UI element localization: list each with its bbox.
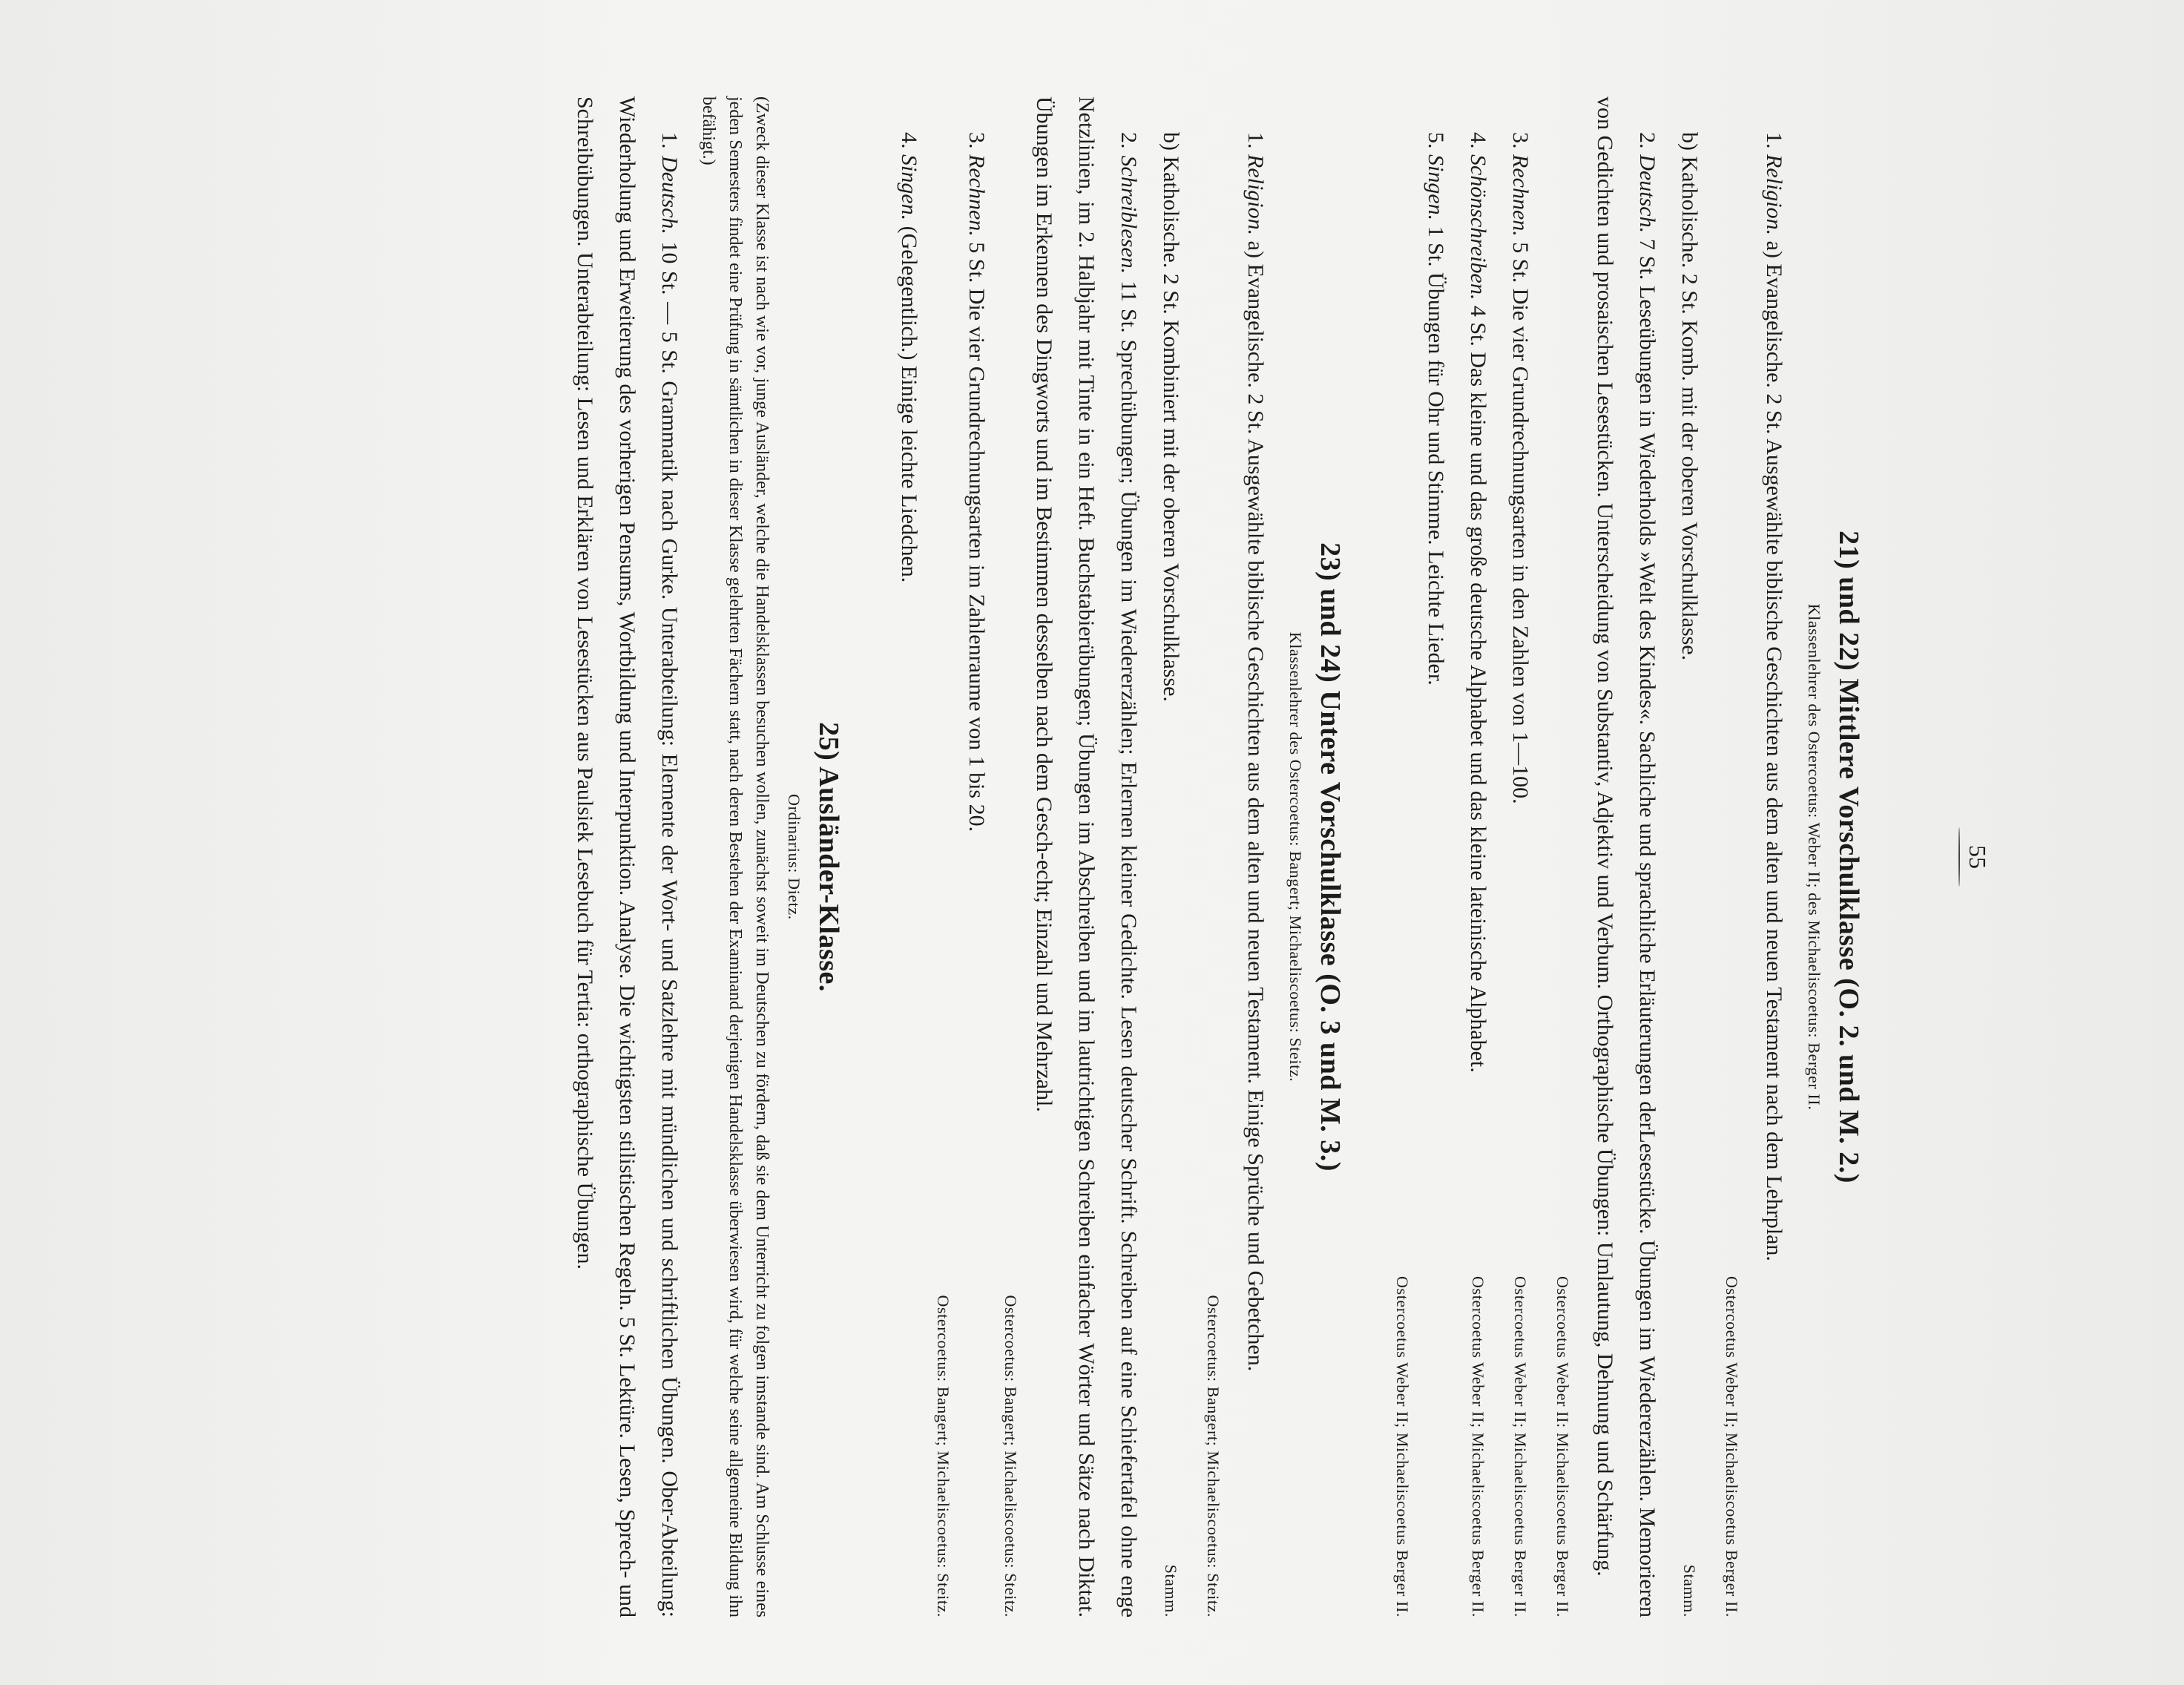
subject-item bbox=[1415, 96, 1457, 1617]
subject-item bbox=[1499, 96, 1542, 1617]
item-text: 1 St. Übungen für Ohr und Stimme. Leichte Lieder. bbox=[1424, 226, 1448, 686]
subject-name: Singen. bbox=[897, 154, 921, 221]
subject-item bbox=[1723, 96, 1795, 1617]
teacher-assignment: Ostercoetus Weber II; Michaeliscoetus Berger II. bbox=[1511, 1276, 1530, 1617]
teacher-assignment: Ostercoetus: Bangert; Michaeliscoetus: Steitz. bbox=[934, 1295, 953, 1617]
class-teachers: Klassenlehrer des Ostercoetus: Bangert; Michaeliscoetus: Steitz. bbox=[1286, 631, 1305, 1083]
subject-item bbox=[1204, 96, 1277, 1617]
teacher-assignment: Ostercoetus Weber II: Michaeliscoetus Berger II. bbox=[1553, 1276, 1572, 1617]
section-title: 21) und 22) Mittlere Vorschulklasse (O. 2. und M. 2.) bbox=[1833, 531, 1864, 1183]
subject-item bbox=[1457, 96, 1499, 1617]
subject-item bbox=[1668, 96, 1711, 1617]
item-text: 11 St. Sprechübungen; Übungen im Wiedererzählen; Erlernen kleiner Gedichte. Lesen deutscher Schrift. Schreiben auf eine Schiefertafel ohne enge Netzlinien, im 2. Halbjahr mit Tinte in ein Heft. Buchstabierübungen; Übungen im Abschreiben und im lautrichtigen Schreiben einfacher Wörter und Sätze nach Diktat. Übungen im Erkennen des Dingworts und im Bestimmen desselben nach dem Gesch-echt; Einzahl und Mehrzahl. bbox=[1032, 96, 1141, 1618]
item-text: 7 St. Leseübungen in Wiederholds »Welt des Kindes«. Sachliche und sprachliche Erläuterungen derLesestücke. Übungen im Wiedererzählen. Memorieren von Gedichten und prosaischen Lesestücken. Unterscheidung von Substantiv, Adjektiv und Verbum. Orthographische Übungen: Umlautung, Dehnung und Schärfung. bbox=[1593, 96, 1660, 1618]
subject-item bbox=[1553, 96, 1668, 1618]
teacher-assignment: Ostercoetus Weber II; Michaeliscoetus Berger II. bbox=[1723, 1276, 1741, 1617]
teacher-assignment: Ostercoetus: Bangert; Michaeliscoetus: Steitz. bbox=[1204, 1295, 1223, 1617]
item-text: 4 St. Das kleine und das große deutsche Alphabet und das kleine lateinische Alphabet. bbox=[1466, 305, 1490, 1073]
item-text: b) Katholische. 2 St. Komb. mit der oberen Vorschulklasse. bbox=[1677, 132, 1702, 661]
item-number: 4. bbox=[897, 132, 921, 149]
subject-item bbox=[1150, 96, 1192, 1617]
subject-name: Schönschreiben. bbox=[1466, 154, 1490, 300]
class-ordinarius: Ordinarius: Dietz. bbox=[785, 794, 803, 920]
teacher-assignment: Stamm. bbox=[1162, 1564, 1180, 1617]
item-text: 5 St. Die vier Grundrechnungsarten im Zahlenraume von 1 bis 20. bbox=[964, 242, 989, 832]
item-number: 2. bbox=[1116, 132, 1141, 149]
item-text: 5 St. Die vier Grundrechnungsarten in den Zahlen von 1—100. bbox=[1508, 242, 1533, 804]
subject-item bbox=[1023, 96, 1150, 1617]
page-number-ornament bbox=[1958, 827, 1960, 887]
subject-item bbox=[564, 96, 691, 1617]
subject-name: Deutsch. bbox=[657, 156, 682, 234]
subject-item bbox=[956, 96, 998, 1617]
subject-name: Singen. bbox=[1424, 154, 1448, 221]
item-number: 1. bbox=[1243, 132, 1268, 149]
item-text: b) Katholische. 2 St. Kombiniert mit der oberen Vorschulklasse. bbox=[1159, 132, 1183, 702]
subject-name: Religion. bbox=[1243, 154, 1268, 236]
section-mittlere-vorschulklasse bbox=[1389, 96, 1869, 1617]
item-text: (Gelegentlich.) Einige leichte Liedchen. bbox=[897, 226, 921, 583]
section-title: 23) und 24) Untere Vorschulklasse (O. 3 und M. 3.) bbox=[1315, 542, 1346, 1172]
item-number: 5. bbox=[1424, 132, 1448, 149]
teacher-assignment: Stamm. bbox=[1680, 1564, 1699, 1617]
item-number: 4. bbox=[1466, 132, 1490, 149]
class-teachers: Klassenlehrer des Ostercoetus: Weber II; des Michaeliscoetus: Berger II. bbox=[1805, 603, 1823, 1111]
section-title: 25) Ausländer-Klasse. bbox=[813, 722, 844, 992]
item-number: 3. bbox=[1508, 132, 1533, 149]
item-number: 2. bbox=[1635, 132, 1660, 149]
item-number: 3. bbox=[964, 132, 989, 149]
item-text: a) Evangelische. 2 St. Ausgewählte biblische Geschichten aus dem alten und neuen Testament nach dem Lehrplan. bbox=[1762, 240, 1786, 1261]
item-number: 1. bbox=[1762, 132, 1786, 149]
teacher-assignment: Ostercoetus Weber II; Michaeliscoetus Berger II. bbox=[1469, 1276, 1487, 1617]
subject-name: Rechnen. bbox=[1508, 154, 1533, 237]
subject-item bbox=[888, 96, 930, 1617]
item-text: 10 St. — 5 St. Grammatik nach Gurke. Unterabteilung: Elemente der Wort- und Satzlehre mit mündlichen und schriftlichen Übungen. Ober-Abteilung: Wiederholung und Erweiterung des vorherigen Pensums, Wortbildung und Interpunktion. Analyse. Die wichtigsten stilistischen Regeln. 5 St. Lektüre. Lesen, Sprech- und Schreibübungen. Unterabteilung: Lesen und Erklären von Lesestücken aus Paulsiek Lesebuch für Tertia: orthographische Übungen. bbox=[573, 96, 682, 1618]
document-page bbox=[264, 96, 1993, 1617]
class-purpose-note: (Zweck dieser Klasse ist nach wie vor, junge Ausländer, welche die Handelsklassen besuchen wollen, zunächst soweit im Deutschen zu fördern, daß sie dem Unterricht zu folgen imstande sind. Am Schlusse eines jeden Semesters findet eine Prüfung in sämtlichen in dieser Klasse gelehrten Fächern statt, nach deren Bestehen der Examinand derjenigen Handelsklasse überwiesen wird, für welche seine allgemeine Bildung ihn befähigt.) bbox=[699, 96, 772, 1617]
subject-name: Deutsch. bbox=[1635, 154, 1660, 234]
subject-name: Religion. bbox=[1762, 154, 1786, 236]
teacher-assignment: Ostercoetus Weber II; Michaeliscoetus Berger II. bbox=[1393, 1276, 1412, 1617]
page-number: 55 bbox=[1964, 845, 1991, 869]
item-text: a) Evangelische. 2 St. Ausgewählte biblische Geschichten aus dem alten und neuen Testament. Einige Sprüche und Gebetchen. bbox=[1243, 240, 1268, 1372]
item-number: 1. bbox=[657, 132, 682, 149]
teacher-assignment: Ostercoetus: Bangert; Michaeliscoetus: Steitz. bbox=[1001, 1295, 1020, 1617]
subject-name: Schreiblesen. bbox=[1116, 155, 1141, 275]
subject-name: Rechnen. bbox=[964, 154, 989, 237]
section-auslaender-klasse bbox=[564, 96, 849, 1617]
section-untere-vorschulklasse bbox=[888, 96, 1351, 1617]
